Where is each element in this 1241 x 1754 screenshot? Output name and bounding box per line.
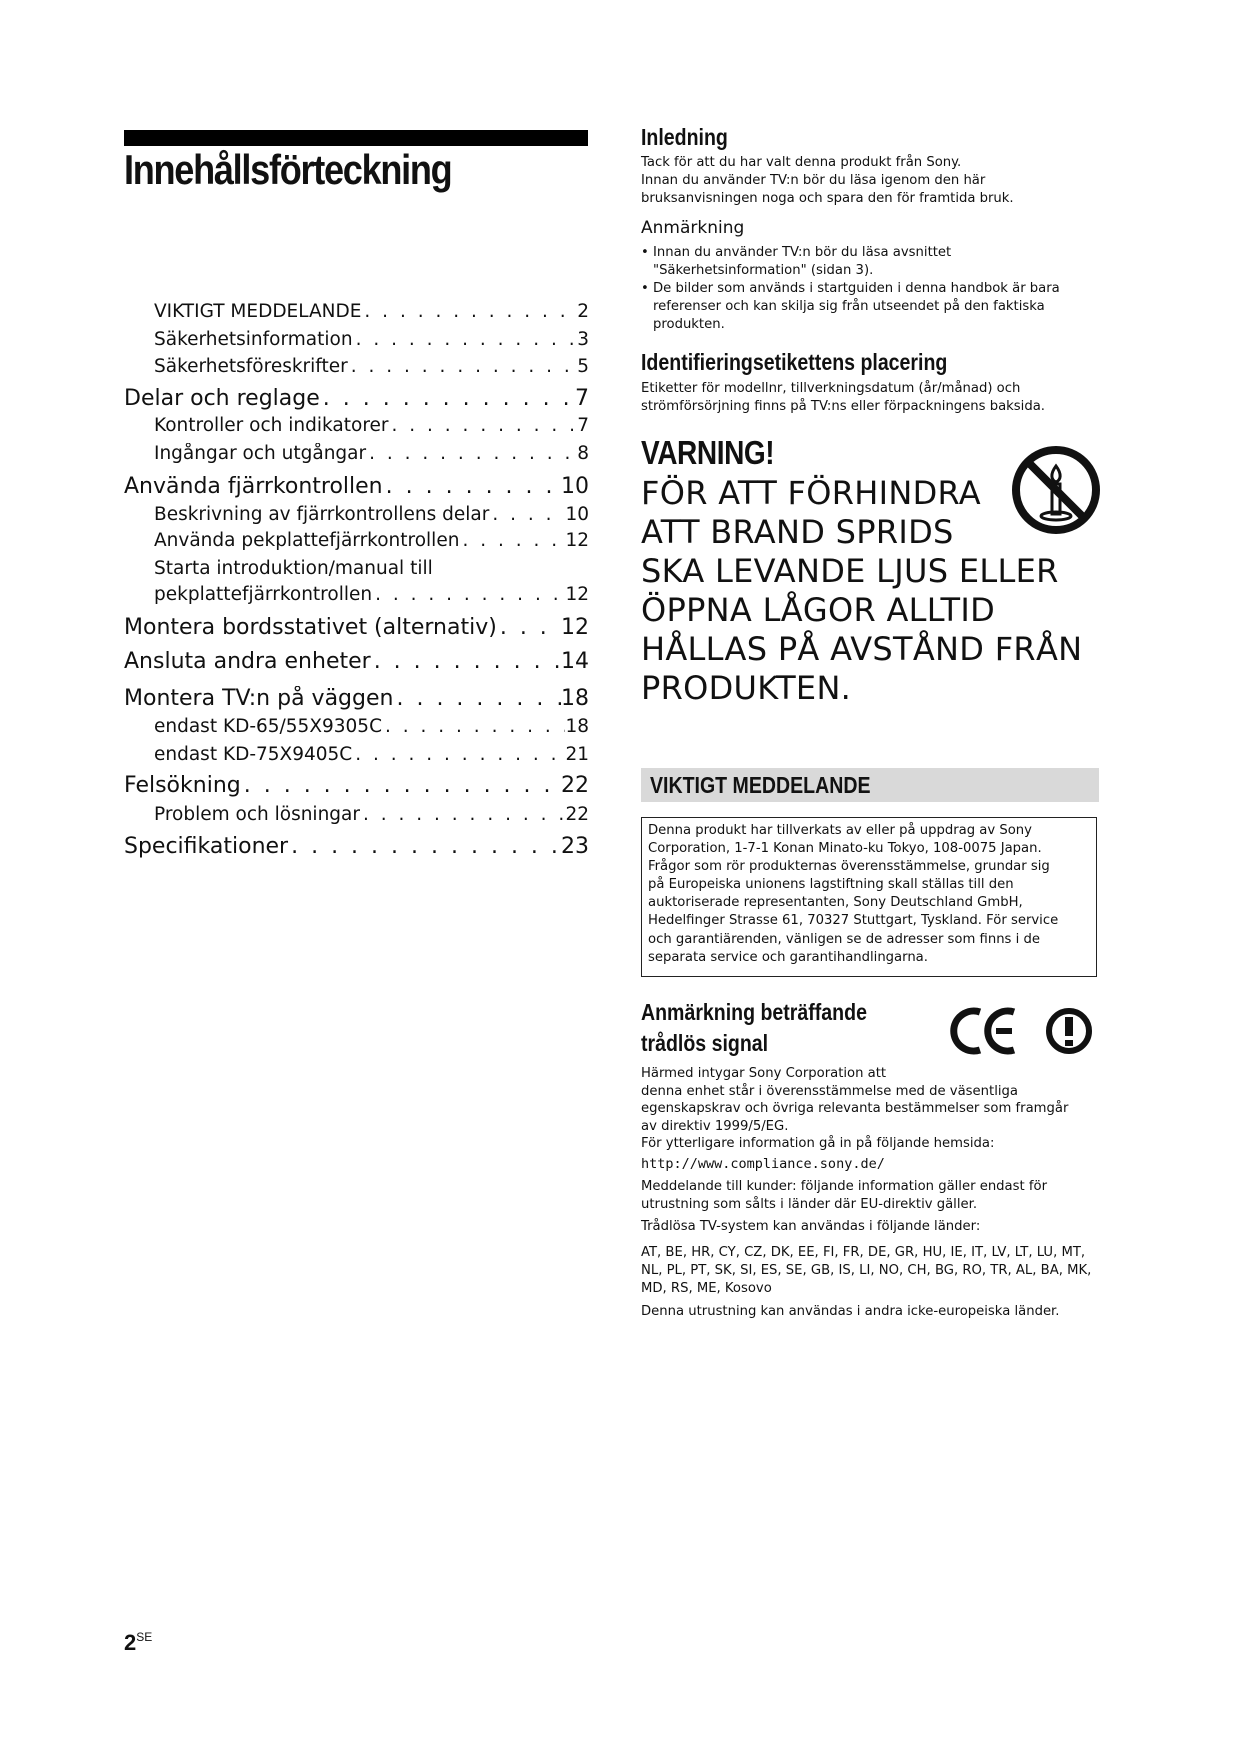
warning-line: ATT BRAND SPRIDS (641, 513, 954, 551)
toc-entry[interactable]: endast KD-75X9405C . . . 21 (154, 744, 589, 770)
intro-note-heading: Anmärkning (641, 218, 745, 238)
toc-entry[interactable]: Starta introduktion/manual till (154, 558, 433, 579)
alert-circle-icon (1044, 1006, 1094, 1056)
warning-title: VARNING! (641, 434, 775, 471)
intro-note-list (641, 244, 1101, 334)
toc-title: Innehållsförteckning (124, 146, 452, 193)
list-item: • De bilder som används i startguiden i denna handbok är bara referenser och kan skilja sig från utseendet på den faktiska produkten. (641, 280, 1101, 334)
toc-entry[interactable]: Montera TV:n på väggen . . . 18 (124, 686, 589, 716)
toc-entry[interactable]: Problem och lösningar . . . 22 (154, 804, 589, 830)
notice-box: Denna produkt har tillverkats av eller på uppdrag av Sony Corporation, 1-7-1 Konan Minato-ku Tokyo, 108-0075 Japan. Frågor som rör produkternas överensstämmelse, grundar sig på Europeiska unionens lagstiftning skall ställas till den auktoriserade representanten, Sony Deutschland GmbH, Hedelfinger Strasse 61, 70327 Stuttgart, Tyskland. För service och garantiärenden, vänligen se de adresser som finns i de separata service och garantihandlingarna. (641, 817, 1097, 977)
toc-entry[interactable]: endast KD-65/55X9305C . . . 18 (154, 716, 589, 742)
toc-entry[interactable]: pekplattefjärrkontrollen . . . 12 (154, 584, 589, 610)
warning-line: ÖPPNA LÅGOR ALLTID (641, 591, 996, 629)
wireless-heading-line2: trådlös signal (641, 1030, 769, 1056)
toc-entry[interactable]: Säkerhetsföreskrifter . . . 5 (154, 356, 589, 382)
toc-entry[interactable]: Delar och reglage . . . 7 (124, 386, 589, 416)
warning-line: HÅLLAS PÅ AVSTÅND FRÅN (641, 630, 1083, 668)
toc-entry[interactable]: Använda fjärrkontrollen . . . 10 (124, 474, 589, 504)
page-number: $2^{SE}$ (124, 1630, 153, 1655)
warning-line: SKA LEVANDE LJUS ELLER (641, 552, 1059, 590)
toc-entry[interactable]: Ingångar och utgångar . . . 8 (154, 443, 589, 469)
toc-entry[interactable]: Specifikationer . . . 23 (124, 834, 589, 864)
toc-entry[interactable]: Säkerhetsinformation . . . 3 (154, 329, 589, 355)
label-placement-heading: Identifieringsetikettens placering (641, 349, 948, 375)
compliance-url[interactable]: http://www.compliance.sony.de/ (641, 1156, 885, 1172)
toc-entry[interactable]: Kontroller och indikatorer . . . 7 (154, 415, 589, 441)
toc-entry[interactable]: Felsökning . . . 22 (124, 773, 589, 803)
ce-mark-icon (950, 1006, 1020, 1056)
warning-line: FÖR ATT FÖRHINDRA (641, 474, 981, 512)
title-rule (124, 130, 588, 146)
warning-line: PRODUKTEN. (641, 669, 852, 707)
list-item: • Innan du använder TV:n bör du läsa avsnittet "Säkerhetsinformation" (sidan 3). (641, 244, 1101, 280)
toc-entry[interactable]: Montera bordsstativet (alternativ) . . . 12 (124, 615, 589, 645)
toc-entry[interactable]: Använda pekplattefjärrkontrollen . . . 12 (154, 530, 589, 556)
notice-heading: VIKTIGT MEDDELANDE (650, 772, 871, 798)
intro-heading: Inledning (641, 124, 728, 150)
intro-text: Tack för att du har valt denna produkt från Sony. Innan du använder TV:n bör du läsa igenom den här bruksanvisningen noga och spara den för framtida bruk. (641, 155, 1014, 206)
toc-entry[interactable]: Ansluta andra enheter . . . 14 (124, 649, 589, 679)
label-placement-text: Etiketter för modellnr, tillverkningsdatum (år/månad) och strömförsörjning finns på TV:ns eller förpackningens baksida. (641, 381, 1045, 414)
wireless-heading-line1: Anmärkning beträffande (641, 999, 867, 1025)
toc-entry[interactable]: Beskrivning av fjärrkontrollens delar . . . 10 (154, 504, 589, 530)
no-candle-icon (1010, 444, 1102, 536)
toc-entry[interactable]: VIKTIGT MEDDELANDE . . . 2 (154, 301, 589, 327)
